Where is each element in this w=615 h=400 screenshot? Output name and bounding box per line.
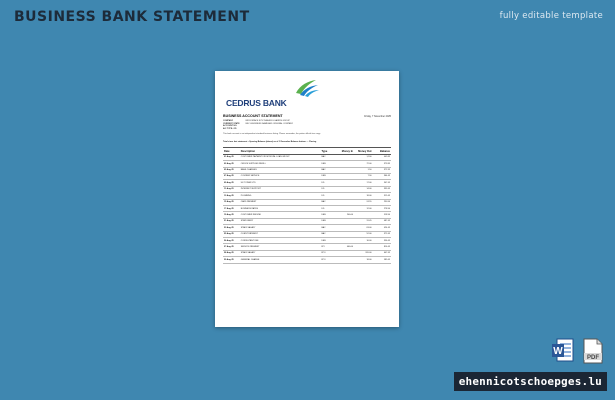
- cell-out: 16.00: [354, 238, 372, 244]
- cell-out: 72.00: [354, 161, 372, 167]
- info-value: BILLY-BUSINESS NAME AND ORIGINAL COMPANY: [245, 122, 294, 125]
- cell-desc: CONSULTANT FEE: [240, 238, 321, 244]
- page-headline: BUSINESS BANK STATEMENT: [14, 9, 250, 25]
- cell-desc: PLUMBING: [240, 193, 321, 199]
- cell-desc: INTERNET SUPPORT: [240, 186, 321, 192]
- cell-out: 12.00: [354, 206, 372, 212]
- cell-bal: 816.45: [372, 244, 391, 250]
- cell-type: DEB: [320, 238, 335, 244]
- cell-date: 17-Aug-25: [223, 206, 240, 212]
- column-header: Money Out: [354, 148, 372, 154]
- pdf-doc-icon[interactable]: [581, 338, 605, 364]
- cell-desc: CLIENT PAYMENT: [240, 231, 321, 237]
- cell-type: BAC: [320, 167, 335, 173]
- cell-type: BAC: [320, 199, 335, 205]
- cell-bal: 487.45: [372, 218, 391, 224]
- cell-bal: 347.45: [372, 180, 391, 186]
- cell-type: FPI: [320, 244, 335, 250]
- cell-out: 1.50: [354, 167, 372, 173]
- info-value: BRICKSPACE SYS THANKFUL HARRIS GROUP: [245, 120, 290, 122]
- cell-desc: COURIER SERVICE: [240, 173, 321, 179]
- cell-bal: 373.85: [372, 161, 391, 167]
- cell-date: 15-Aug-25: [223, 199, 240, 205]
- cell-type: DD: [320, 180, 335, 186]
- cell-date: 28-Aug-25: [223, 250, 240, 256]
- cell-type: DD: [320, 206, 335, 212]
- cell-desc: CUSTOMER PAYMENT FROM ROYAL LOAN GROUP: [240, 154, 321, 160]
- cell-in: [336, 257, 354, 263]
- cell-desc: BANK CHARGES: [240, 167, 321, 173]
- statement-title: BUSINESS ACCOUNT STATEMENT: [223, 114, 283, 118]
- cell-desc: CUSTOMER REFUND: [240, 212, 321, 218]
- cell-type: DEB: [320, 212, 335, 218]
- cell-desc: SERVICE PAYMENT: [240, 244, 321, 250]
- cell-type: BAC: [320, 154, 335, 160]
- cell-bal: 278.90: [372, 206, 391, 212]
- cell-date: 02-Aug-25: [223, 161, 240, 167]
- cell-type: DD: [320, 193, 335, 199]
- cell-date: 11-Aug-25: [223, 186, 240, 192]
- cell-out: 24.55: [354, 199, 372, 205]
- cell-type: BAC: [320, 225, 335, 231]
- cell-desc: STAFF SALARY: [240, 250, 321, 256]
- cell-bal: 589.45: [372, 257, 391, 263]
- cell-out: 7.90: [354, 173, 372, 179]
- cell-bal: 424.45: [372, 225, 391, 231]
- cell-date: 21-Aug-25: [223, 218, 240, 224]
- cell-bal: 445.85: [372, 154, 391, 160]
- account-info: [223, 120, 391, 130]
- cell-bal: 372.35: [372, 167, 391, 173]
- cell-type: FPO: [320, 250, 335, 256]
- cell-bal: 372.45: [372, 231, 391, 237]
- cell-type: DEB: [320, 173, 335, 179]
- pdf-label: PDF: [587, 355, 599, 361]
- cell-in: 240.00: [336, 212, 354, 218]
- cell-type: DEB: [320, 218, 335, 224]
- cell-out: 18.00: [354, 193, 372, 199]
- bank-logo: [223, 79, 391, 108]
- column-header: Balance: [372, 148, 391, 154]
- column-header: Money In: [336, 148, 354, 154]
- statement-date: Friday, 7 November 2025: [364, 115, 391, 118]
- word-doc-icon[interactable]: [551, 338, 575, 364]
- statement-document: [215, 71, 399, 327]
- cell-desc: GENERAL CHARGE: [240, 257, 321, 263]
- transactions-table: [223, 147, 391, 263]
- cell-date: 19-Aug-25: [223, 212, 240, 218]
- cell-bal: 290.90: [372, 199, 391, 205]
- cell-type: FPO: [320, 257, 335, 263]
- info-label: CURRENT STATE: [223, 122, 240, 125]
- cell-desc: CARD PAYMENT: [240, 199, 321, 205]
- cell-bal: 333.45: [372, 186, 391, 192]
- cell-out: 1,200: [354, 154, 372, 160]
- cell-type: BAC: [320, 231, 335, 237]
- cell-date: 05-Aug-25: [223, 167, 240, 173]
- cell-desc: UK TOWER LTD: [240, 180, 321, 186]
- column-header: Type: [320, 148, 335, 154]
- column-header: Description: [240, 148, 321, 154]
- table-row: [223, 257, 391, 263]
- column-header: Date: [223, 148, 240, 154]
- cell-bal: 364.45: [372, 173, 391, 179]
- cell-out: 14.00: [354, 186, 372, 192]
- statement-note: This bank account is an independent standard business listing. Please remember, the printer official item copy.: [223, 133, 321, 136]
- cell-bal: 607.45: [372, 250, 391, 256]
- cell-bal: 518.90: [372, 212, 391, 218]
- cell-date: 29-Aug-25: [223, 257, 240, 263]
- cell-date: 07-Aug-25: [223, 173, 240, 179]
- info-label: A/C TYPE: OD: [223, 127, 237, 130]
- format-icons: [551, 338, 605, 364]
- cell-desc: BUSINESS RATES: [240, 206, 321, 212]
- cell-date: 13-Aug-25: [223, 193, 240, 199]
- cell-type: DD: [320, 186, 335, 192]
- cell-desc: STAFF SALARY: [240, 225, 321, 231]
- cell-type: DEB: [320, 161, 335, 167]
- cell-out: 209.00: [354, 250, 372, 256]
- cell-date: 01-Aug-25: [223, 154, 240, 160]
- cell-date: 27-Aug-25: [223, 244, 240, 250]
- cell-bal: 356.45: [372, 238, 391, 244]
- cedrus-logo-icon: [294, 79, 320, 97]
- cell-out: 18.00: [354, 257, 372, 263]
- cell-out: 31.45: [354, 218, 372, 224]
- cell-desc: OFFICE SUPPLIES REFILL: [240, 161, 321, 167]
- cell-in: 460.00: [336, 244, 354, 250]
- site-watermark: ehennicotschoepges.lu: [454, 372, 607, 391]
- cell-desc: STATIONERY: [240, 218, 321, 224]
- info-label: ACCOUNT NO.: [223, 125, 238, 128]
- cell-date: 09-Aug-25: [223, 180, 240, 186]
- cell-date: 26-Aug-25: [223, 238, 240, 244]
- bank-name: CEDRUS BANK: [226, 98, 287, 108]
- word-label: W: [553, 346, 563, 357]
- cell-date: 25-Aug-25: [223, 231, 240, 237]
- cell-bal: 315.45: [372, 193, 391, 199]
- cell-date: 23-Aug-25: [223, 225, 240, 231]
- cell-out: 63.00: [354, 225, 372, 231]
- cell-out: 52.00: [354, 231, 372, 237]
- info-label: COMPANY: [223, 120, 234, 122]
- opening-balance-line: Total since last statement • Opening Balance (above) as of 1 December Balance bottom — Closing: [223, 141, 317, 144]
- tagline: fully editable template: [499, 11, 603, 21]
- cell-out: 17.00: [354, 180, 372, 186]
